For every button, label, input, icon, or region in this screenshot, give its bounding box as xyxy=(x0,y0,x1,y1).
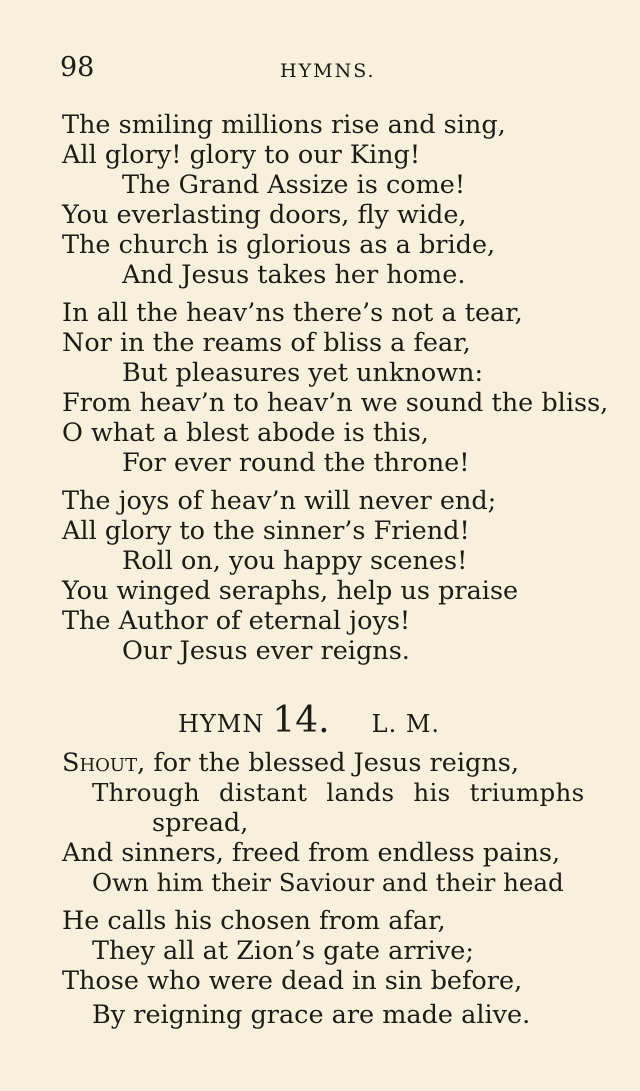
hymn-line-3: spread, xyxy=(152,808,249,838)
stanza-2-line-6: For ever round the throne! xyxy=(122,448,470,478)
stanza-1-line-4: You everlasting doors, fly wide, xyxy=(62,200,467,230)
hymn-number: 14. xyxy=(272,700,330,741)
stanza-2-line-5: O what a blest abode is this, xyxy=(62,418,429,448)
stanza-3-line-4: You winged seraphs, help us praise xyxy=(62,576,519,606)
hymn-line-8: Those who were dead in sin before, xyxy=(62,966,523,996)
stanza-2-line-3: But pleasures yet unknown: xyxy=(122,358,484,388)
stanza-2-line-1: In all the heav’ns there’s not a tear, xyxy=(62,298,523,328)
stanza-1-line-2: All glory! glory to our King! xyxy=(62,140,421,170)
hymn-line-5: Own him their Saviour and their head xyxy=(92,868,564,897)
stanza-2-line-2: Nor in the reams of bliss a fear, xyxy=(62,328,471,358)
stanza-1-line-1: The smiling millions rise and sing, xyxy=(62,110,506,140)
hymn-line-1 xyxy=(62,748,519,778)
hymn-line-7: They all at Zion’s gate arrive; xyxy=(92,936,474,966)
stanza-1-line-5: The church is glorious as a bride, xyxy=(62,230,496,260)
stanza-2-line-4: From heav’n to heav’n we sound the bliss, xyxy=(62,388,609,418)
running-head: HYMNS. xyxy=(280,60,376,82)
page-header xyxy=(60,52,620,88)
hymn-line-2: Through distant lands his triumphs xyxy=(92,778,585,807)
hymn-line-4: And sinners, freed from endless pains, xyxy=(62,838,561,868)
hymn-heading xyxy=(178,700,440,741)
stanza-3-line-3: Roll on, you happy scenes! xyxy=(122,546,468,576)
stanza-1-line-6: And Jesus takes her home. xyxy=(122,260,466,290)
stanza-3-line-6: Our Jesus ever reigns. xyxy=(122,636,410,666)
hymn-meter: L. M. xyxy=(371,710,441,738)
stanza-3-line-5: The Author of eternal joys! xyxy=(62,606,411,636)
hymn-first-word: Shout xyxy=(62,748,138,778)
hymn-label: HYMN xyxy=(178,710,265,738)
page-number: 98 xyxy=(60,52,95,83)
stanza-3-line-1: The joys of heav’n will never end; xyxy=(62,486,497,516)
stanza-3-line-2: All glory to the sinner’s Friend! xyxy=(62,516,470,546)
hymn-line-9: By reigning grace are made alive. xyxy=(92,1000,531,1030)
hymn-line-6: He calls his chosen from afar, xyxy=(62,906,446,936)
hymn-first-line-rest: , for the blessed Jesus reigns, xyxy=(137,748,519,778)
stanza-1-line-3: The Grand Assize is come! xyxy=(122,170,466,200)
